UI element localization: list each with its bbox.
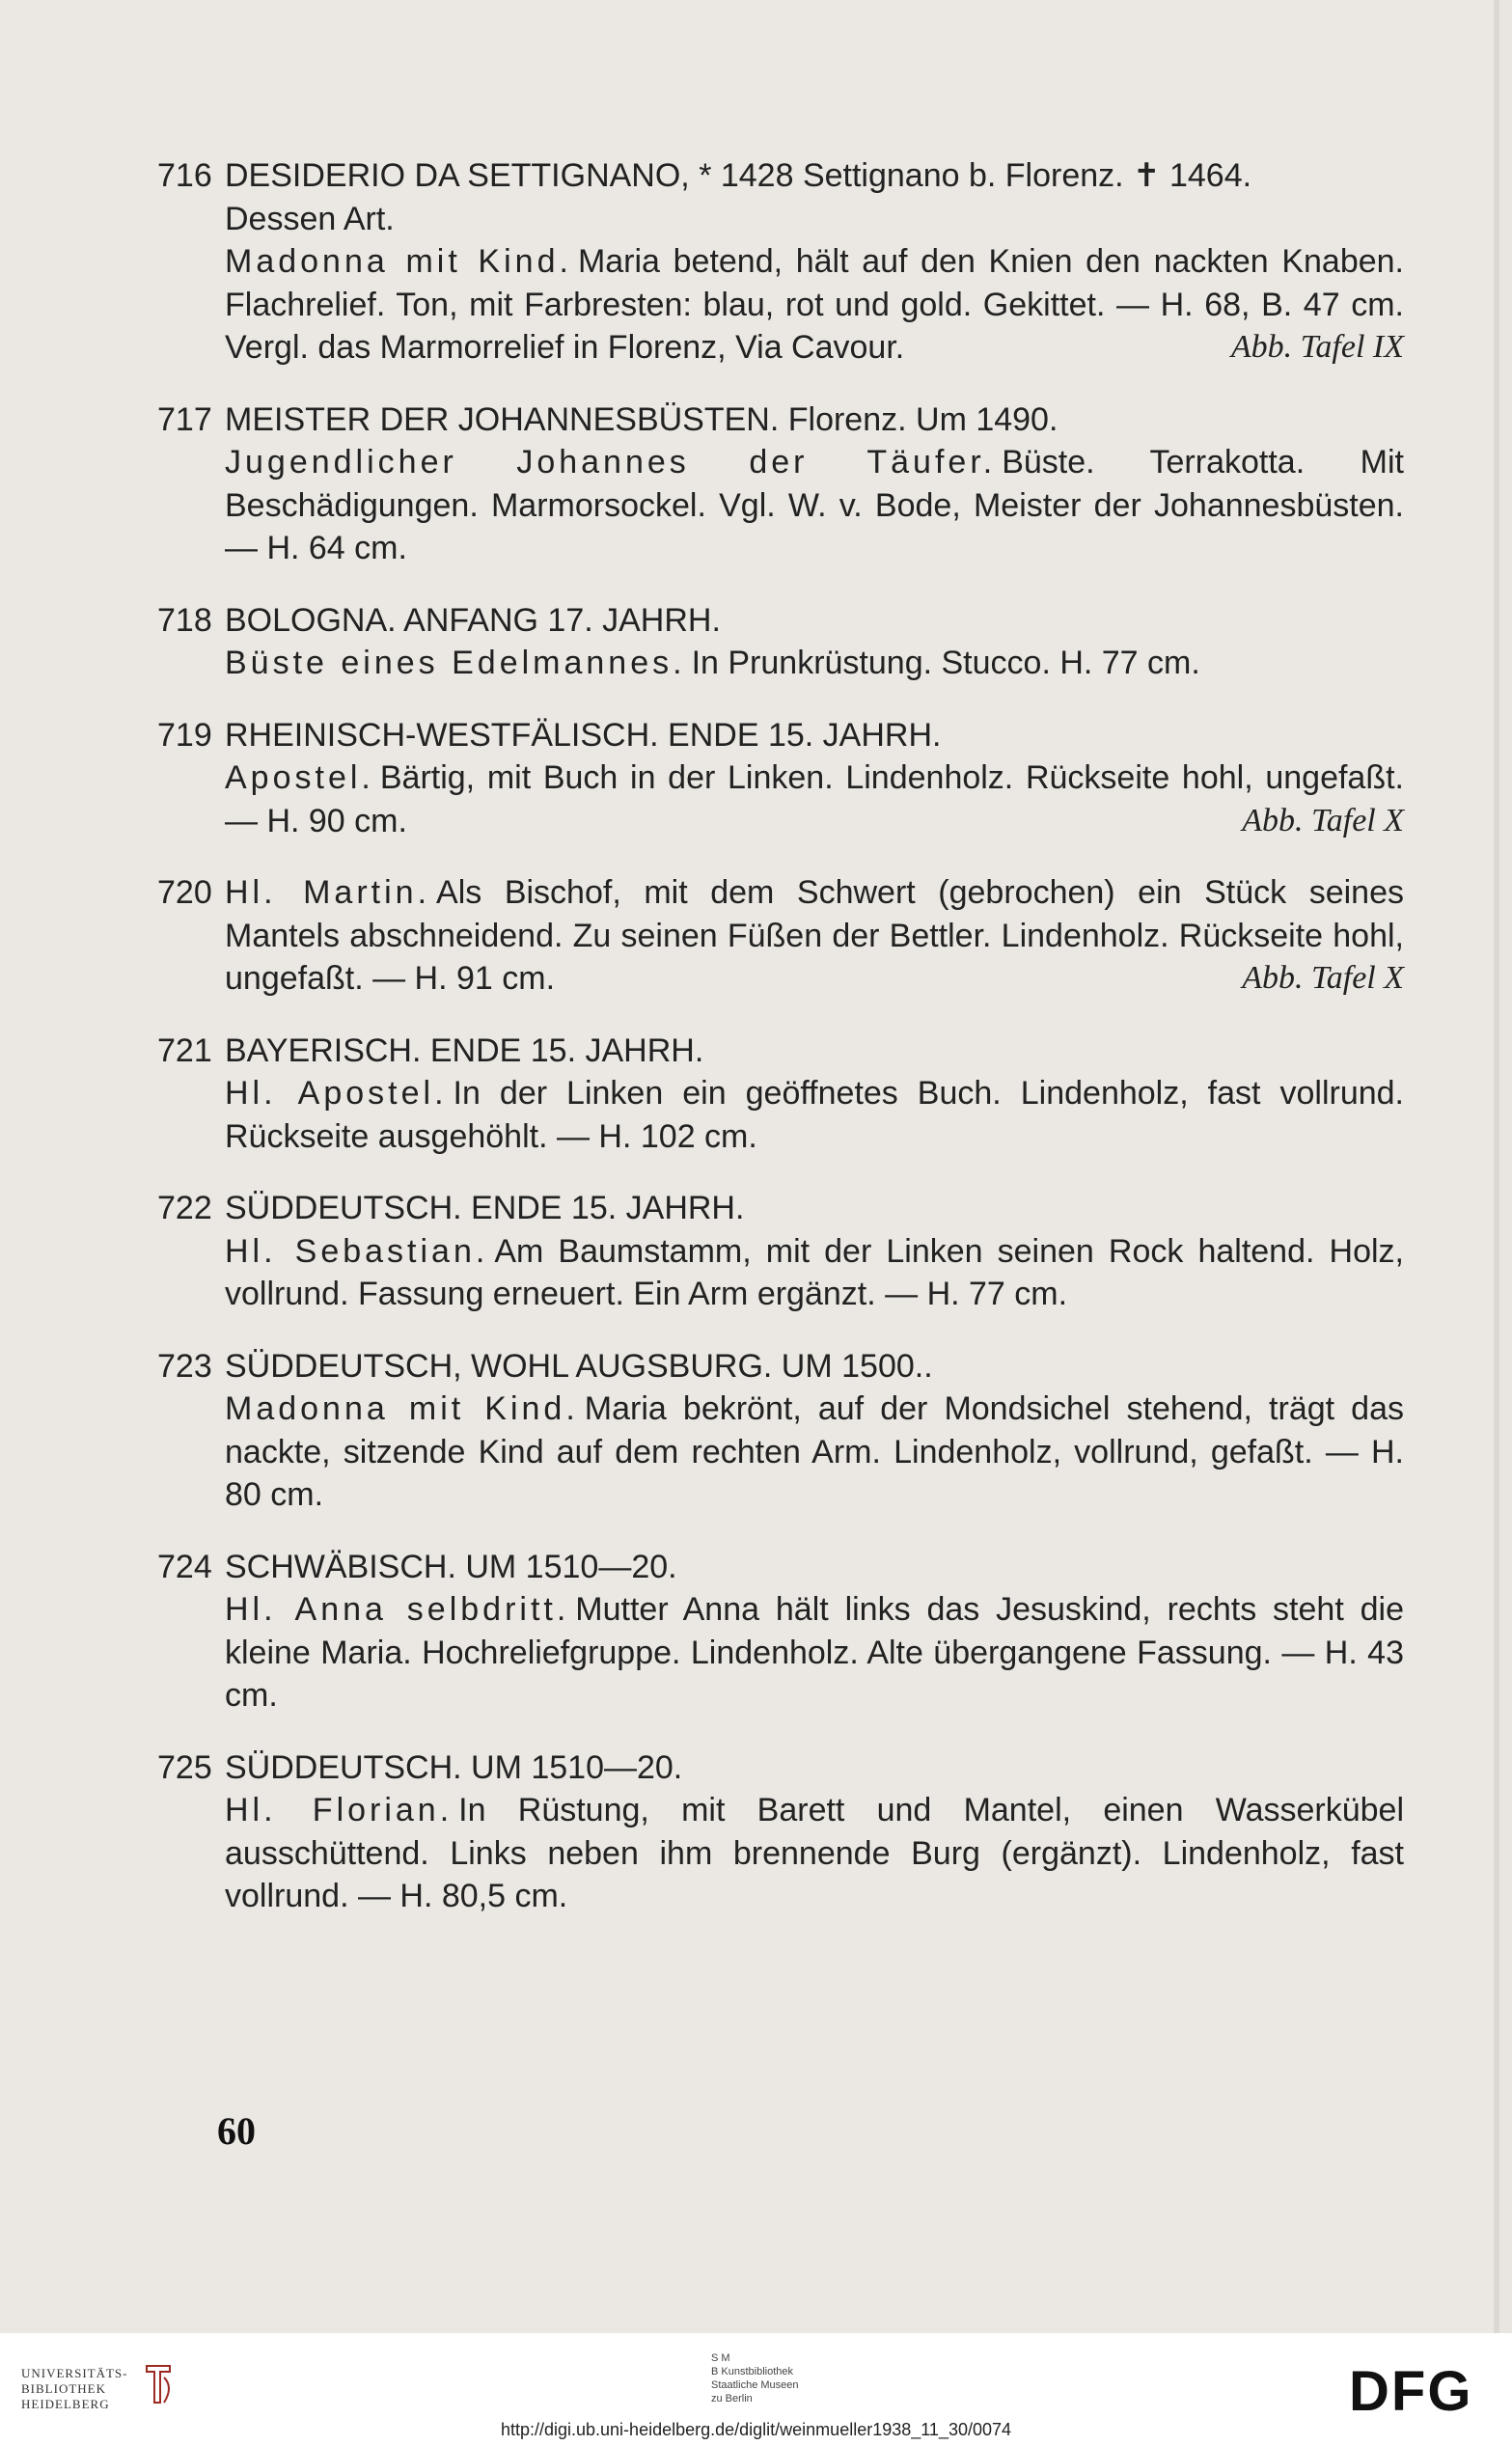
entry-heading: SÜDDEUTSCH. UM 1510—20.: [225, 1748, 683, 1786]
catalog-entry: [157, 1345, 1404, 1517]
plate-reference: Abb. Tafel X: [1242, 802, 1404, 838]
entry-description: [225, 1789, 1404, 1918]
entry-body-text: Maria bekrönt, auf der Mondsichel stehend, trägt das nackte, sitzende Kind auf dem rechten Arm. Lindenholz, vollrund, gefaßt. — H. 80 cm.: [225, 1390, 1404, 1513]
entry-number: 721: [157, 1031, 212, 1069]
smb-logo-line: S M: [711, 2352, 730, 2364]
plate-reference: Abb. Tafel X: [1242, 960, 1404, 996]
entry-description: [225, 1388, 1404, 1517]
entry-body-text: In Rüstung, mit Barett und Mantel, einen Wasserkübel ausschüttend. Links neben ihm brennende Burg (ergänzt). Lindenholz, fast vollrund. — H. 80,5 cm.: [225, 1792, 1404, 1914]
entry-body-text: Bärtig, mit Buch in der Linken. Lindenholz. Rückseite hohl, ungefaßt. — H. 90 cm.: [225, 759, 1404, 839]
entry-description: [225, 756, 1404, 842]
uni-logo-line: HEIDELBERG: [21, 2397, 110, 2411]
entry-body-text: Maria betend, hält auf den Knien den nackten Knaben. Flachrelief. Ton, mit Farbresten: blau, rot und gold. Gekittet. — H. 68, B. 47 cm. Vergl. das Marmorrelief in Florenz, Via Cavour.: [225, 243, 1404, 366]
entry-description: [225, 1072, 1404, 1158]
entry-object-title: Hl. Anna selbdritt.: [225, 1591, 570, 1628]
entry-object-title: Büste eines Edelmannes.: [225, 645, 686, 681]
entry-body-text: Am Baumstamm, mit der Linken seinen Rock haltend. Holz, vollrund. Fassung erneuert. Ein Arm ergänzt. — H. 77 cm.: [225, 1232, 1404, 1312]
entry-heading: BAYERISCH. ENDE 15. JAHRH.: [225, 1031, 704, 1069]
entry-number: 723: [157, 1347, 212, 1385]
entry-description: [225, 871, 1404, 1001]
entry-object-title: Hl. Martin.: [225, 874, 431, 911]
entry-number: 717: [157, 400, 212, 438]
catalog-entry: [157, 871, 1404, 1001]
source-url-link[interactable]: http://digi.ub.uni-heidelberg.de/diglit/weinmueller1938_11_30/0074: [500, 2420, 1012, 2439]
entry-body-text: In Prunkrüstung. Stucco. H. 77 cm.: [691, 645, 1200, 681]
entry-object-title: Madonna mit Kind.: [225, 1390, 579, 1427]
catalog-entry: [157, 1030, 1405, 1159]
entry-description: [225, 1230, 1404, 1316]
entry-object-title: Madonna mit Kind.: [225, 243, 572, 280]
entry-heading: DESIDERIO DA SETTIGNANO, * 1428 Settignano b. Florenz. ✝ 1464.: [225, 157, 1252, 194]
entry-description: [225, 1588, 1404, 1718]
catalog-entry: [157, 1187, 1404, 1316]
uni-logo-line: BIBLIOTHEK: [21, 2381, 106, 2396]
entry-heading: BOLOGNA. ANFANG 17. JAHRH.: [225, 601, 721, 639]
catalog-entry: [157, 1746, 1404, 1918]
entry-heading: SÜDDEUTSCH. ENDE 15. JAHRH.: [225, 1190, 745, 1226]
entry-object-title: Hl. Florian.: [225, 1792, 454, 1828]
uni-logo-line: UNIVERSITÄTS-: [21, 2366, 128, 2380]
entry-body-text: Mutter Anna hält links das Jesuskind, rechts steht die kleine Maria. Hochreliefgruppe. Lindenholz. Alte übergangene Fassung. — H. 43 cm.: [225, 1591, 1404, 1714]
entry-body-text: Als Bischof, mit dem Schwert (gebrochen) ein Stück seines Mantels abschneidend. Zu seinen Füßen der Bettler. Lindenholz. Rückseite hohl, ungefaßt. — H. 91 cm.: [225, 874, 1404, 997]
entry-number: 725: [157, 1748, 212, 1786]
smb-logo-line: zu Berlin: [711, 2393, 753, 2405]
entry-number: 720: [157, 874, 212, 911]
entry-body-text: In der Linken ein geöffnetes Buch. Lindenholz, fast vollrund. Rückseite ausgehöhlt. — H. 102 cm.: [225, 1075, 1405, 1155]
university-library-logo[interactable]: [21, 2366, 128, 2412]
catalog-entry: [157, 599, 1404, 685]
plate-reference: Abb. Tafel IX: [1230, 329, 1404, 365]
entry-subheading: Dessen Art.: [225, 200, 395, 237]
catalog-entry: [157, 154, 1404, 370]
entry-heading: MEISTER DER JOHANNESBÜSTEN. Florenz. Um 1490.: [225, 400, 1058, 438]
entry-number: 718: [157, 601, 212, 639]
catalog-entry: [157, 399, 1405, 570]
entry-object-title: Jugendlicher Johannes der Täufer.: [225, 444, 997, 481]
entry-object-title: Apostel.: [225, 759, 374, 796]
smb-logo-line: Staatliche Museen: [711, 2379, 799, 2391]
entry-description: [225, 441, 1404, 570]
entry-number: 724: [157, 1548, 212, 1585]
catalog-entry: [157, 714, 1404, 843]
smb-logo-line: B Kunstbibliothek: [711, 2366, 793, 2377]
entry-heading: RHEINISCH-WESTFÄLISCH. ENDE 15. JAHRH.: [225, 716, 942, 754]
entry-heading: SCHWÄBISCH. UM 1510—20.: [225, 1548, 677, 1585]
entry-object-title: Hl. Sebastian.: [225, 1232, 489, 1270]
catalog-entry: [157, 1546, 1404, 1718]
entry-description: [225, 642, 1404, 685]
smb-kunstbibliothek-logo[interactable]: [711, 2351, 799, 2405]
entry-number: 716: [157, 157, 212, 194]
entry-description: [225, 240, 1404, 370]
entry-body-text: Büste. Terrakotta. Mit Beschädigungen. Marmorsockel. Vgl. W. v. Bode, Meister der Johannesbüsten. — H. 64 cm.: [225, 444, 1405, 566]
entry-heading: SÜDDEUTSCH, WOHL AUGSBURG. UM 1500..: [225, 1347, 933, 1385]
entry-number: 722: [157, 1190, 212, 1226]
entry-number: 719: [157, 716, 212, 754]
page-number: 60: [217, 2109, 256, 2153]
university-emblem-icon: [141, 2358, 179, 2410]
dfg-logo[interactable]: DFG: [1349, 2360, 1473, 2423]
entry-object-title: Hl. Apostel.: [225, 1075, 448, 1112]
catalog-entries: [157, 154, 1405, 1947]
